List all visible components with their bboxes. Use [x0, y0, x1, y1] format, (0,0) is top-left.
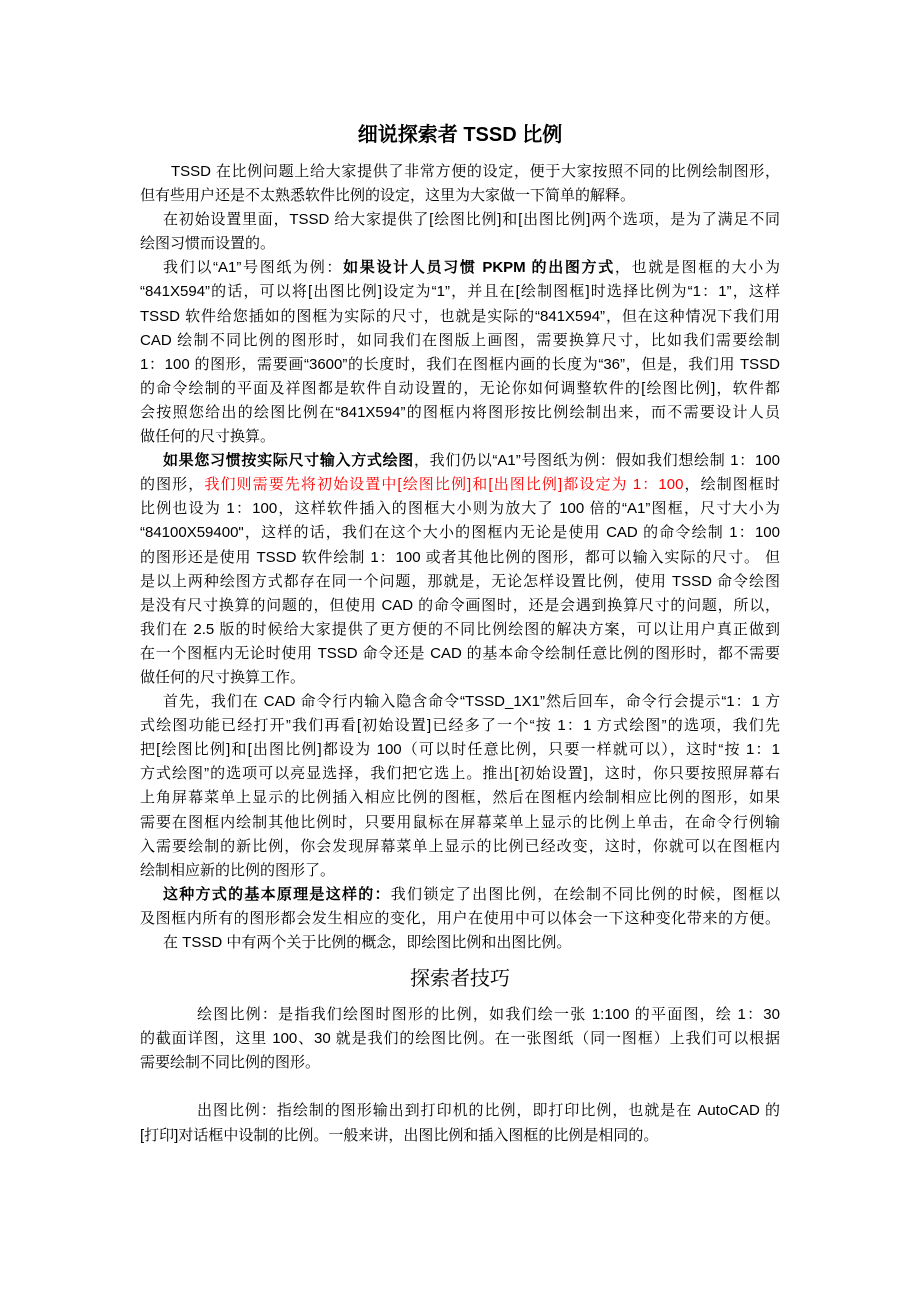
document-title: 细说探索者 TSSD 比例	[357, 124, 563, 146]
paragraph-tssd-1x1-command	[140, 690, 780, 883]
paragraph-line: 绘图习惯而设置的。	[140, 235, 276, 253]
paragraph-line: 的截面详图，这里 100、30 就是我们的绘图比例。在一张图纸（同一图框）上我们可以根据	[140, 1030, 780, 1048]
paragraph-line: 在初始设置里面，TSSD 给大家提供了[绘图比例]和[出图比例]两个选项，是为了满足不同	[163, 211, 780, 229]
paragraph-line: 出图比例：指绘制的图形输出到打印机的比例，即打印比例，也就是在 AutoCAD 的	[197, 1102, 780, 1120]
paragraph-line: 的命令绘制的平面及祥图都是软件自动设置的，无论你如何调整软件的[绘图比例]，软件都	[140, 379, 780, 397]
paragraph-line	[140, 256, 780, 280]
text-run: ，绘制图框时	[683, 476, 780, 494]
paragraph-actual-size-method	[140, 449, 780, 690]
bold-text-run: 如果您习惯按实际尺寸输入方式绘图	[163, 452, 414, 470]
paragraph-line: “841X594”的话，可以将[出图比例]设定为“1”，并且在[绘制图框]时选择比例为“1：1”，这样	[140, 283, 780, 301]
blank-line	[140, 1075, 780, 1099]
paragraph-line: TSSD 在比例问题上给大家提供了非常方便的设定，便于大家按照不同的比例绘制图形，	[171, 163, 780, 180]
text-run: ，也就是图框的大小为	[614, 259, 780, 277]
paragraph-line: 需要绘制不同比例的图形。	[140, 1054, 321, 1072]
paragraph-line: 但有些用户还是不太熟悉软件比例的设定，这里为大家做一下简单的解释。	[140, 187, 636, 205]
paragraph-line	[140, 883, 780, 907]
paragraph-line: 上角屏幕菜单上显示的比例插入相应比例的图框，然后在图框内绘制相应比例的图形，如果	[140, 789, 780, 807]
paragraph-line: 是没有尺寸换算的问题的，但使用 CAD 的命令画图时，还是会遇到换算尺寸的问题，所以，	[140, 596, 780, 614]
paragraph-line: TSSD 软件给您插如的图框为实际的尺寸，也就是实际的“841X594”，但在这种情况下我们用	[140, 307, 780, 325]
paragraph-line: 式绘图功能已经打开”我们再看[初始设置]已经多了一个“按 1：1 方式绘图”的选项，我们先	[140, 717, 780, 735]
paragraph-line: 做任何的尺寸换算工作。	[140, 668, 306, 686]
paragraph-line: 绘图比例：是指我们绘图时图形的比例，如我们绘一张 1:100 的平面图，绘 1：30	[197, 1006, 780, 1024]
paragraph-line: 是以上两种绘图方式都存在同一个问题，那就是，无论怎样设置比例，使用 TSSD 命令绘图	[140, 572, 780, 590]
paragraph-line: 在一个图框内无论时使用 TSSD 命令还是 CAD 的基本命令绘制任意比例的图形时，都不需要	[140, 644, 780, 662]
red-highlight-text: 我们则需要先将初始设置中[绘图比例]和[出图比例]都设定为 1：100	[204, 476, 684, 494]
section-heading: 探索者技巧	[410, 968, 510, 991]
paragraph-line: 首先，我们在 CAD 命令行内输入隐含命令“TSSD_1X1”然后回车，命令行会提示“1：1 方	[163, 693, 780, 711]
paragraph-intro	[140, 160, 780, 208]
paragraph-line: 的图形还是使用 TSSD 软件绘制 1：100 或者其他比例的图形，都可以输入实际的尺寸。 但	[140, 548, 780, 566]
text-run: 的图形，	[140, 476, 205, 494]
paragraph-line: 做任何的尺寸换算。	[140, 428, 276, 446]
paragraph-line: 比例也设为 1：100，这样软件插入的图框大小则为放大了 100 倍的“A1”图框，尺寸大小为	[140, 500, 780, 518]
paragraph-line: 方式绘图”的选项可以亮显选择，我们把它选上。推出[初始设置]，这时，你只要按照屏幕右	[140, 765, 780, 783]
paragraph-principle	[140, 883, 780, 931]
text-run: 我们以“A1”号图纸为例：	[163, 259, 344, 277]
paragraph-line	[140, 449, 780, 473]
paragraph-drawing-scale	[140, 1003, 780, 1075]
bold-text-run: 这种方式的基本原理是这样的：	[163, 885, 391, 903]
paragraph-initial-settings	[140, 208, 780, 256]
paragraph-line: 在 TSSD 中有两个关于比例的概念，即绘图比例和出图比例。	[163, 934, 572, 951]
paragraph-line: 及图框内所有的图形都会发生相应的变化，用户在使用中可以体会一下这种变化带来的方便。	[140, 909, 780, 927]
paragraph-line: CAD 绘制不同比例的图形时，如同我们在图版上画图，需要换算尺寸，比如我们需要绘制	[140, 331, 780, 349]
document-page	[140, 117, 780, 1148]
paragraph-line: 需要在图框内绘制其他比例时，只要用鼠标在屏幕菜单上显示的比例上单击，在命令行例输	[140, 813, 780, 831]
paragraph-line: [打印]对话框中设制的比例。一般来讲，出图比例和插入图框的比例是相同的。	[140, 1126, 659, 1144]
bold-text-run: 如果设计人员习惯 PKPM 的出图方式	[343, 259, 615, 277]
paragraph-line: 把[绘图比例]和[出图比例]都设为 100（可以时任意比例，只要一样就可以），这时“按 1：1	[140, 741, 780, 759]
paragraph-output-scale	[140, 1099, 780, 1147]
paragraph-line: 入需要绘制的新比例，你会发现屏幕菜单上显示的比例已经改变，这时，你就可以在图框内	[140, 837, 780, 855]
paragraph-line: 1：100 的图形，需要画“3600”的长度时，我们在图框内画的长度为“36”，但是，我们用 TSSD	[140, 355, 780, 373]
text-run: 我们锁定了出图比例，在绘制不同比例的时候，图框以	[390, 885, 780, 903]
paragraph-line: 会按照您给出的绘图比例在“841X594”的图框内将图形按比例绘制出来，而不需要设计人员	[140, 403, 780, 421]
paragraph-two-concepts	[140, 931, 780, 955]
paragraph-line: “84100X59400"，这样的话，我们在这个大小的图框内无论是使用 CAD 的命令绘制 1：100	[140, 524, 780, 542]
paragraph-pkpm-method	[140, 256, 780, 449]
paragraph-line: 绘制相应新的比例的图形了。	[140, 861, 336, 879]
paragraph-line: 我们在 2.5 版的时候给大家提供了更方便的不同比例绘图的解决方案，可以让用户真正做到	[140, 620, 780, 638]
paragraph-line	[140, 473, 780, 497]
text-run: ，我们仍以“A1”号图纸为例：假如我们想绘制 1：100	[414, 452, 780, 470]
